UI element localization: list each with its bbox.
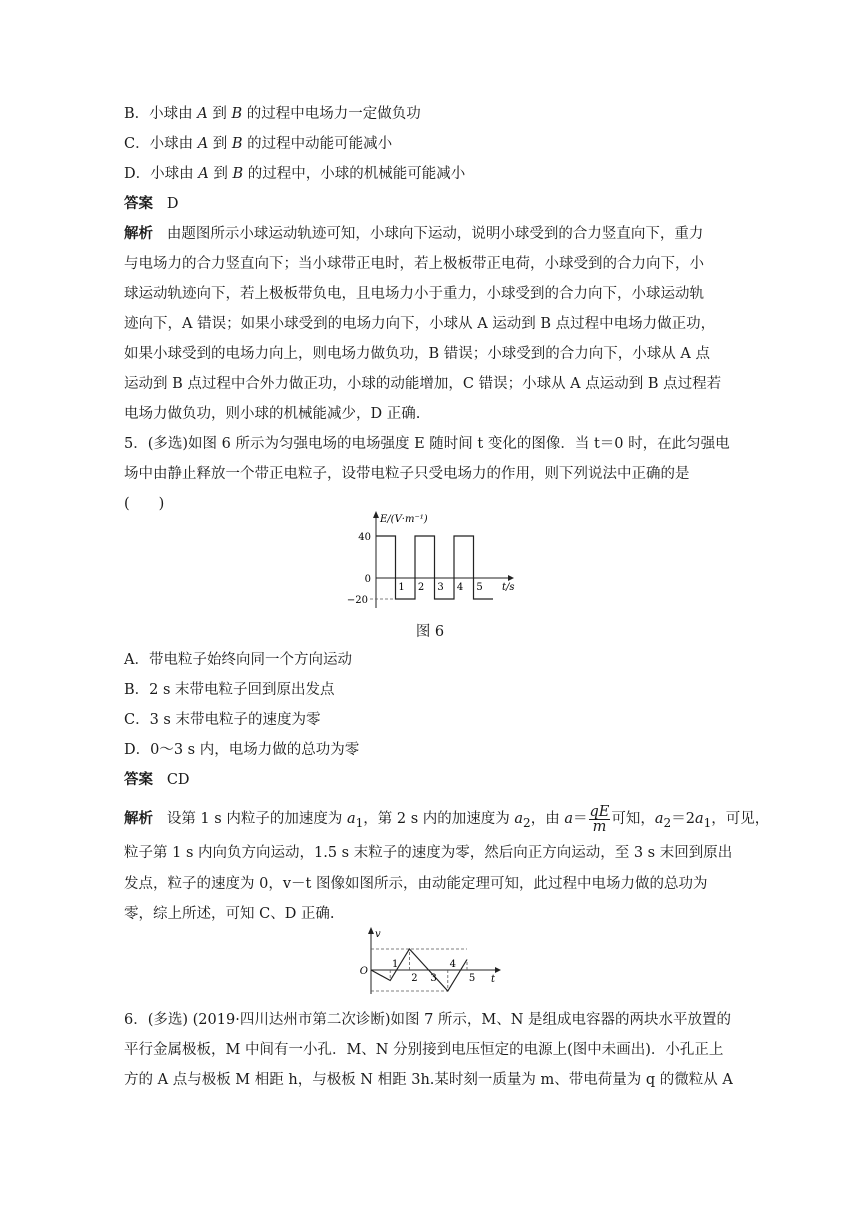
q5-stem-line-1: 5．(多选)如图 6 所示为匀强电场的电场强度 E 随时间 t 变化的图像．当 t＝0 时，在此匀强电 <box>124 436 730 452</box>
analysis-text: 可知， <box>611 811 655 827</box>
x-axis-arrow <box>495 967 501 973</box>
x-tick-label: 2 <box>411 973 418 984</box>
y-tick-label: 0 <box>364 574 371 585</box>
x-tick-label: 1 <box>392 959 399 970</box>
figure-6-caption: 图 6 <box>415 624 445 640</box>
math-subscript: 1 <box>355 815 364 830</box>
answer-value: CD <box>166 772 190 788</box>
figure-6-axes <box>373 511 514 608</box>
analysis-text: 由题图所示小球运动轨迹可知，小球向下运动，说明小球受到的合力竖直向下，重力 <box>166 226 704 242</box>
q4-option-c-text: 到 <box>208 136 232 152</box>
x-tick-label: 2 <box>417 582 425 593</box>
point-b-label: B <box>231 136 243 152</box>
y-axis-arrow <box>368 927 374 934</box>
analysis-text: ，第 2 s 内的加速度为 <box>363 811 515 827</box>
q6-line-1: 6．(多选) (2019·四川达州市第二次诊断)如图 7 所示，M、N 是组成电容器的两块水平放置的 <box>124 1012 732 1028</box>
v-t-graph <box>355 924 515 996</box>
q5-analysis-line-1 <box>124 804 769 838</box>
q4-option-b-text: 到 <box>207 106 232 122</box>
point-b-label: B <box>232 166 244 182</box>
x-tick-label: 4 <box>456 582 464 593</box>
y-axis-arrow <box>373 511 379 518</box>
x-tick-label: 4 <box>449 959 456 970</box>
q4-option-b <box>124 104 421 124</box>
q5-option-b: B．2 s 末带电粒子回到原出发点 <box>124 682 335 698</box>
q5-option-c: C．3 s 末带电粒子的速度为零 <box>124 712 321 728</box>
x-tick-label: 3 <box>437 582 444 593</box>
q6-line-2: 平行金属极板，M 中间有一小孔．M、N 分别接到电压恒定的电源上(图中未画出)．小孔正上 <box>124 1042 724 1058</box>
q4-option-c <box>124 134 392 154</box>
analysis-text: ＝2 <box>671 811 695 827</box>
origin-label: O <box>359 966 368 977</box>
q4-option-c-text: 的过程中动能可能减小 <box>242 136 393 152</box>
q5-analysis-line-4: 零，综上所述，可知 C、D 正确. <box>124 906 335 922</box>
point-a-label: A <box>198 166 209 182</box>
q5-analysis-line-3: 发点，粒子的速度为 0，v－t 图像如图所示，由动能定理可知，此过程中电场力做的总功为 <box>124 876 708 892</box>
q4-analysis-line-3: 球运动轨迹向下，若上极板带负电，且电场力小于重力，小球受到的合力向下，小球运动轨 <box>124 286 704 302</box>
x-axis-label: t/s <box>502 582 515 593</box>
q5-stem-line-3: ( ) <box>124 496 165 512</box>
q4-analysis-line-1 <box>124 224 703 244</box>
analysis-text: ，可见， <box>711 811 770 827</box>
math-subscript: 2 <box>523 815 531 830</box>
x-tick-label: 3 <box>430 973 437 984</box>
q5-analysis-line-2: 粒子第 1 s 内向负方向运动，1.5 s 末粒子的速度为零，然后向正方向运动，至 3 s 末回到原出 <box>124 845 733 861</box>
point-b-label: B <box>231 106 243 122</box>
x-axis-label: t <box>491 974 496 985</box>
analysis-label: 解析 <box>124 810 153 827</box>
x-tick-label: 1 <box>398 582 405 593</box>
point-a-label: A <box>197 106 208 122</box>
q4-option-d-text: 到 <box>208 166 233 182</box>
fraction-numerator: qE <box>589 803 610 820</box>
math-variable: a <box>514 811 524 827</box>
q6-line-3: 方的 A 点与极板 M 相距 h，与极板 N 相距 3h.某时刻一质量为 m、带电荷量为 q 的微粒从 A <box>124 1072 733 1088</box>
math-variable: a <box>654 811 664 827</box>
q4-option-b-text: 的过程中电场力一定做负功 <box>242 106 421 122</box>
math-variable: a <box>564 811 573 827</box>
fraction-qe-over-m <box>589 805 611 834</box>
q4-option-c-text: C．小球由 <box>124 136 198 152</box>
q4-option-d <box>124 164 465 184</box>
q4-analysis-line-2: 与电场力的合力竖直向下；当小球带正电时，若上极板带正电荷，小球受到的合力向下，小 <box>124 256 704 272</box>
point-a-label: A <box>197 136 209 152</box>
figure-6-labels <box>347 514 515 606</box>
q5-answer <box>124 770 190 790</box>
q4-option-d-text: D．小球由 <box>124 166 199 182</box>
math-subscript: 1 <box>703 815 712 830</box>
q4-analysis-line-6: 运动到 B 点过程中合外力做正功，小球的动能增加，C 错误；小球从 A 点运动到 B 点过程若 <box>124 376 722 392</box>
math-subscript: 2 <box>663 815 672 830</box>
q4-answer <box>124 194 178 214</box>
x-axis-arrow <box>508 575 514 581</box>
q5-stem-line-2: 场中由静止释放一个带正电粒子，设带电粒子只受电场力的作用，则下列说法中正确的是 <box>124 466 690 482</box>
y-axis-label: E/(V·m⁻¹) <box>380 514 428 525</box>
fraction-denominator: m <box>592 818 607 835</box>
equals-sign: ＝ <box>573 811 588 827</box>
y-axis-label: v <box>375 929 381 940</box>
q5-option-a: A．带电粒子始终向同一个方向运动 <box>124 652 352 668</box>
y-tick-label: −20 <box>346 595 368 606</box>
figure-6-e-t-graph <box>340 508 540 616</box>
y-tick-label: 40 <box>358 532 371 543</box>
x-tick-label: 5 <box>468 973 476 984</box>
analysis-text: ，由 <box>530 811 565 827</box>
analysis-text: 设第 1 s 内粒子的加速度为 <box>166 811 347 827</box>
q4-analysis-line-7: 电场力做负功，则小球的机械能减少，D 正确. <box>124 406 421 422</box>
answer-label: 答案 <box>124 195 153 212</box>
math-variable: a <box>346 811 356 827</box>
answer-label: 答案 <box>124 771 153 788</box>
analysis-label: 解析 <box>124 225 153 242</box>
q4-option-d-text: 的过程中，小球的机械能可能减小 <box>243 166 466 182</box>
q4-option-b-text: B．小球由 <box>124 106 198 122</box>
math-variable: a <box>694 811 704 827</box>
q4-analysis-line-5: 如果小球受到的电场力向上，则电场力做负功，B 错误；小球受到的合力向下，小球从 A 点 <box>124 346 710 362</box>
answer-value: D <box>166 196 179 212</box>
x-tick-label: 5 <box>476 582 483 593</box>
q5-option-d: D．0～3 s 内，电场力做的总功为零 <box>124 742 360 758</box>
v-t-labels <box>360 929 496 985</box>
q4-analysis-line-4: 迹向下，A 错误；如果小球受到的电场力向下，小球从 A 运动到 B 点过程中电场力做正功， <box>124 316 716 332</box>
